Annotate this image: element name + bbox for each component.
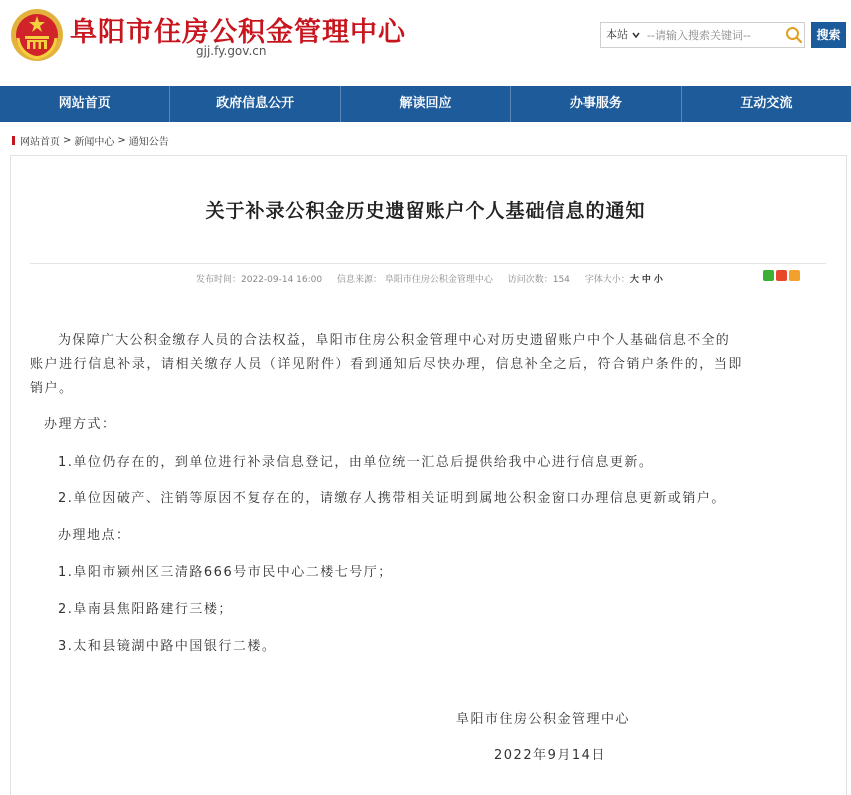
place-item-2: 2.阜南县焦阳路建行三楼； bbox=[58, 602, 233, 617]
nav-item-interpretation[interactable]: 解读回应 bbox=[341, 86, 511, 122]
search-scope-select[interactable] bbox=[601, 23, 645, 47]
national-emblem-icon bbox=[10, 8, 64, 62]
main-nav bbox=[0, 86, 851, 122]
nav-item-home[interactable]: 网站首页 bbox=[0, 86, 170, 122]
breadcrumb-marker bbox=[12, 136, 15, 145]
notice-date: 2022年9月14日 bbox=[494, 748, 606, 763]
article-title: 关于补录公积金历史遗留账户个人基础信息的通知 bbox=[205, 200, 646, 222]
site-domain: gjj.fy.gov.cn bbox=[196, 44, 267, 58]
font-size-label: 字体大小： bbox=[584, 275, 630, 285]
method-heading: 办理方式： bbox=[44, 417, 117, 432]
content-panel bbox=[10, 155, 847, 795]
publish-time: 发布时间：2022-09-14 16:00 bbox=[196, 275, 323, 285]
method-item-1: 1.单位仍存在的，到单位进行补录信息登记，由单位统一汇总后提供给我中心进行信息更新。 bbox=[58, 455, 654, 470]
breadcrumb-separator: > bbox=[63, 135, 72, 146]
search-icon[interactable] bbox=[785, 26, 803, 44]
signature: 阜阳市住房公积金管理中心 bbox=[456, 712, 631, 727]
breadcrumb bbox=[12, 133, 169, 148]
method-item-2: 2.单位因破产、注销等原因不复存在的，请缴存人携带相关证明到属地公积金窗口办理信息更新或销户。 bbox=[58, 491, 726, 506]
place-item-1: 1.阜阳市颍州区三清路666号市民中心二楼七号厅； bbox=[58, 565, 393, 580]
nav-item-gov-info[interactable]: 政府信息公开 bbox=[170, 86, 340, 122]
favorite-share-icon[interactable] bbox=[789, 270, 800, 281]
font-size-large[interactable]: 大 bbox=[629, 275, 639, 285]
site-header bbox=[0, 0, 851, 86]
breadcrumb-home[interactable]: 网站首页 bbox=[20, 137, 60, 148]
info-source: 信息来源： 阜阳市住房公积金管理中心 bbox=[336, 275, 493, 285]
share-buttons bbox=[763, 270, 800, 281]
article-meta bbox=[196, 272, 666, 285]
visit-count: 访问次数：154 bbox=[507, 275, 570, 285]
title-divider bbox=[30, 263, 826, 264]
place-heading: 办理地点： bbox=[58, 528, 131, 543]
search-box bbox=[600, 22, 805, 48]
intro-line-1: 为保障广大公积金缴存人员的合法权益，阜阳市住房公积金管理中心对历史遗留账户中个人基础信息不全的 bbox=[58, 333, 731, 348]
intro-line-2: 账户进行信息补录，请相关缴存人员（详见附件）看到通知后尽快办理，信息补全之后，符合销户条件的，当即 bbox=[30, 357, 743, 372]
search-input[interactable] bbox=[647, 25, 777, 45]
chevron-down-icon bbox=[632, 31, 640, 39]
font-size-small[interactable]: 小 bbox=[653, 275, 663, 285]
font-size-medium[interactable]: 中 bbox=[641, 275, 651, 285]
search-scope-label: 本站 bbox=[606, 28, 628, 41]
breadcrumb-separator: > bbox=[117, 135, 126, 146]
weibo-share-icon[interactable] bbox=[776, 270, 787, 281]
search-button[interactable]: 搜索 bbox=[811, 22, 846, 48]
intro-line-3: 销户。 bbox=[30, 381, 74, 396]
breadcrumb-news[interactable]: 新闻中心 bbox=[74, 137, 115, 148]
wechat-share-icon[interactable] bbox=[763, 270, 774, 281]
breadcrumb-notices[interactable]: 通知公告 bbox=[128, 137, 169, 148]
nav-item-interaction[interactable]: 互动交流 bbox=[740, 96, 793, 111]
place-item-3: 3.太和县镜湖中路中国银行二楼。 bbox=[58, 639, 277, 654]
nav-item-services[interactable]: 办事服务 bbox=[511, 86, 681, 122]
site-title[interactable]: 阜阳市住房公积金管理中心 bbox=[70, 17, 406, 48]
